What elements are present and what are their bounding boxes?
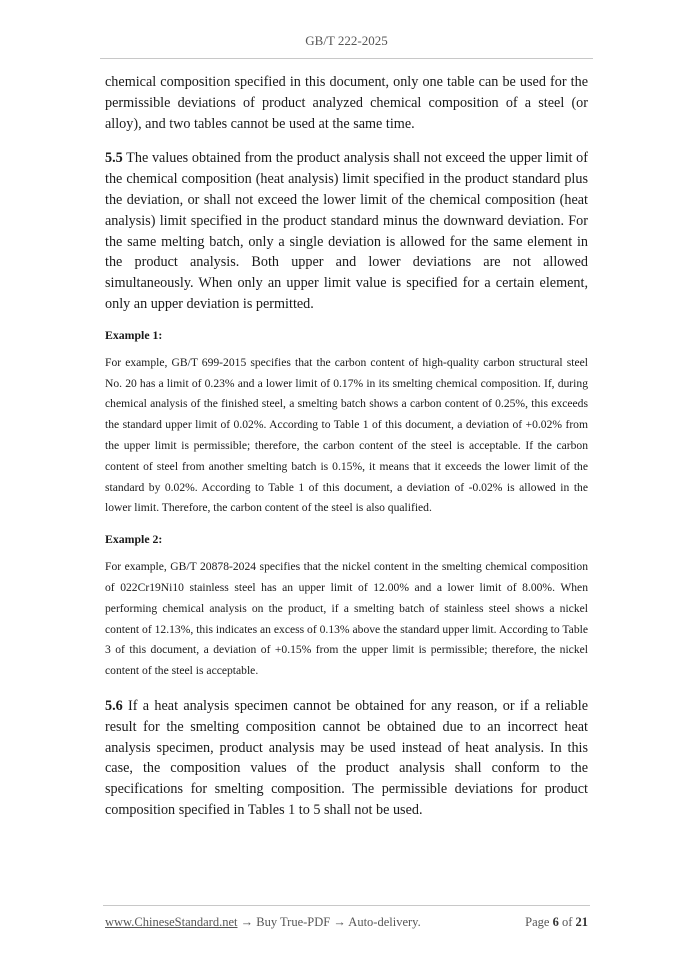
example-1-text: For example, GB/T 699-2015 specifies that the carbon content of high-quality carbon structural steel No. 20 has a limit of 0.23% and a lower limit of 0.17% in its smelting chemical composition. If, during chemical analysis of the finished steel, a smelting batch shows a carbon content of 0.25%, this exceeds the standard upper limit of 0.02%. According to Table 1 of this document, a deviation of +0.02% from the upper limit is permissible; therefore, the carbon content of the steel is acceptable. If the carbon content of steel from another smelting batch is 0.15%, it means that it exceeds the lower limit of the standard by 0.02%. According to Table 1 of this document, a deviation of -0.02% is allowed in the lower limit. Therefore, the carbon content of the steel is also qualified. bbox=[105, 355, 588, 515]
clause-number: 5.6 bbox=[105, 697, 123, 714]
example-2-heading: Example 2: bbox=[105, 532, 163, 547]
footer-tagline: → Buy True-PDF → Auto-delivery. bbox=[237, 915, 421, 929]
intro-paragraph: chemical composition specified in this document, only one table can be used for the permissible deviations of product analyzed chemical composition of a steel (or alloy), and two tables cannot be used at the same time. bbox=[105, 74, 588, 132]
total-pages: 21 bbox=[575, 915, 588, 929]
header-divider bbox=[100, 58, 593, 59]
clause-5-5 bbox=[105, 148, 588, 314]
footer-divider bbox=[103, 905, 590, 906]
page-indicator: Page 6 of 21 bbox=[525, 915, 588, 929]
clause-number: 5.5 bbox=[105, 150, 123, 167]
example-1-heading: Example 1: bbox=[105, 327, 163, 342]
clause-text: If a heat analysis specimen cannot be obtained for any reason, or if a reliable result for the smelting composition cannot be obtained due to an incorrect heat analysis specimen, product analysis may be used instead of heat analysis. In this case, the composition values of the product analysis shall conform to the specifications for smelting composition. The permissible deviations for product composition specified in Tables 1 to 5 shall not be used. bbox=[105, 697, 588, 818]
clause-text: The values obtained from the product analysis shall not exceed the upper limit of the chemical composition (heat analysis) limit specified in the product standard plus the deviation, or shall not exceed the lower limit of the chemical composition (heat analysis) limit specified in the product standard minus the downward deviation. For the same melting batch, only a single deviation is allowed for the same element in the product analysis. Both upper and lower deviations are not allowed simultaneously. When only an upper limit value is specified for a certain element, only an upper deviation is permitted. bbox=[105, 150, 588, 312]
running-header: GB/T 222-2025 bbox=[305, 33, 388, 48]
clause-5-6 bbox=[105, 696, 588, 821]
footer-left bbox=[105, 915, 421, 930]
current-page: 6 bbox=[552, 915, 559, 929]
example-2-text: For example, GB/T 20878-2024 specifies that the nickel content in the smelting chemical composition of 022Cr19Ni10 stainless steel has an upper limit of 12.00% and a lower limit of 8.00%. When performing chemical analysis on the product, if a smelting batch of stainless steel shows a nickel content of 12.13%, this indicates an excess of 0.13% above the standard upper limit. According to Table 3 of this document, a deviation of +0.15% from the upper limit is permissible; therefore, the nickel content of the steel is acceptable. bbox=[105, 560, 588, 678]
page-body bbox=[105, 72, 588, 821]
page-footer bbox=[105, 915, 588, 930]
site-link[interactable]: www.ChineseStandard.net bbox=[105, 915, 238, 929]
